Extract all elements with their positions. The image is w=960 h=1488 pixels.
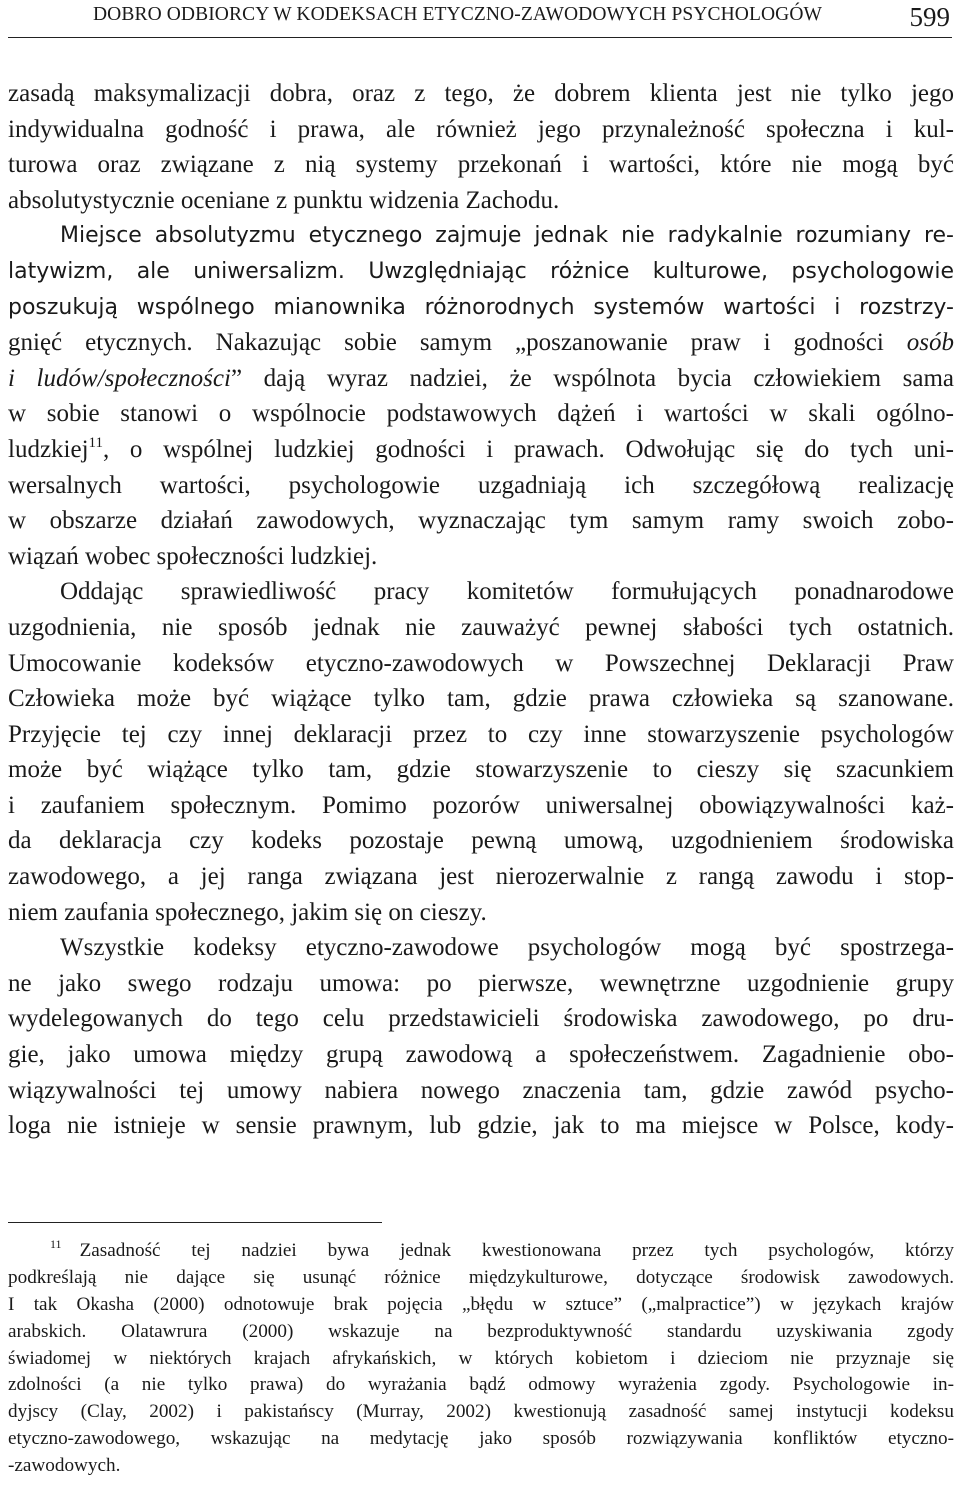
text-fragment: Nakazując sobie samym „poszanowanie praw i godności <box>192 329 907 357</box>
text-line: i zaufaniem społecznym. Pomimo pozorów uniwersalnej obowiązywalności każ- <box>8 791 954 819</box>
text-line: loga nie istnieje w sensie prawnym, lub gdzie, jak to ma miejsce w Polsce, kody- <box>8 1112 954 1140</box>
text-line: zasadą maksymalizacji dobra, oraz z tego, że dobrem klienta jest nie tylko jego <box>8 80 954 107</box>
text-line: poszukują wspólnego mianownika różnorodnych systemów wartości i rozstrzy- <box>8 294 954 320</box>
text-line: wydelegowanych do tego celu przedstawicieli środowiska zawodowego, po dru- <box>8 1005 954 1033</box>
text-line-mixed <box>8 432 954 468</box>
footnote-text: Zasadność tej nadziei bywa jednak kwestionowana przez tych psychologów, którzy <box>79 1240 954 1261</box>
text-line: Umocowanie kodeksów etyczno-zawodowych w Powszechnej Deklaracji Praw <box>8 649 954 677</box>
footnote-line: dyjscy (Clay, 2002) i pakistańscy (Murray, 2002) kwestionują zasadność samej instytucji kodeksu <box>8 1401 954 1423</box>
footnote-line: świadomej w niektórych krajach afrykańskich, w których kobietom i dzieciom nie przyznaje się <box>8 1347 954 1369</box>
footnote-line <box>8 1238 954 1265</box>
text-line: da deklaracja czy kodeks pozostaje pewną umową, uzgodnieniem środowiska <box>8 827 954 855</box>
text-line: wiązań wobec społeczności ludzkiej. <box>8 542 378 570</box>
footnote-line: podkreślają nie dające się usunąć różnice międzykulturowe, dotyczące środowisk zawodowych. <box>8 1266 954 1288</box>
text-line: w obszarze działań zawodowych, wyznaczając tym samym ramy swoich zobo- <box>8 507 954 535</box>
text-line: Oddając sprawiedliwość pracy komitetów formułujących ponadnarodowe <box>60 578 954 606</box>
text-line: wersalnych wartości, psychologowie uzgadniają ich szczegółową realizację <box>8 471 954 499</box>
text-line: niem zaufania społecznego, jakim się on cieszy. <box>8 898 487 926</box>
text-line: turowa oraz związane z nią systemy przekonań i wartości, które nie mogą być <box>8 151 954 179</box>
text-line: absolutystycznie oceniane z punktu widzenia Zachodu. <box>8 186 560 214</box>
text-fragment: ” dają wyraz nadziei, że wspólnota bycia człowiekiem sama <box>230 364 954 392</box>
footnote-line: arabskich. Olatawrura (2000) wskazuje na bezproduktywność standardu uzyskiwania zgody <box>8 1320 954 1342</box>
text-line-mixed <box>8 361 954 397</box>
text-line-mixed <box>8 325 954 361</box>
footnote-reference[interactable]: 11 <box>88 434 103 451</box>
text-fragment: ludzkiej <box>8 435 89 463</box>
page-number: 599 <box>909 2 950 32</box>
footnote-line: zdolności (a nie tylko prawa) do wyrażania bądź odmowy wyrażenia zgody. Psychologowie in- <box>8 1374 954 1396</box>
text-line: indywidualna godność i prawa, ale również jego przynależność społeczna i kul- <box>8 115 954 143</box>
text-line: gie, jako umowa między grupą zawodową a społeczeństwem. Zagadnienie obo- <box>8 1041 954 1069</box>
text-line: wiązywalności tej umowy nabiera nowego znaczenia tam, gdzie zawód psycho- <box>8 1076 954 1104</box>
footnote <box>8 1238 954 1480</box>
footnote-marker: 11 <box>50 1237 62 1251</box>
text-line: w sobie stanowi o wspólnocie podstawowych dążeń i wartości w skali ogólno- <box>8 400 954 428</box>
running-title: DOBRO ODBIORCY W KODEKSACH ETYCZNO-ZAWODOWYCH PSYCHOLOGÓW <box>93 4 823 25</box>
footnote-separator <box>8 1222 382 1223</box>
italic-fragment: osób <box>906 329 955 357</box>
footnote-line: etyczno-zawodowego, wskazując na medytację jako sposób rozwiązywania konfliktów etyczno- <box>8 1428 954 1450</box>
text-line: Przyjęcie tej czy innej deklaracji przez to czy inne stowarzyszenie psychologów <box>8 720 954 748</box>
footnote-line: I tak Okasha (2000) odnotowuje brak pojęcia „błędu w sztuce” („malpractice”) w językach krajów <box>8 1293 954 1315</box>
main-text <box>8 76 954 1144</box>
text-line: zawodowego, a jej ranga związana jest nierozerwalnie z rangą zawodu i stop- <box>8 863 954 891</box>
text-line: może być wiążące tylko tam, gdzie stowarzyszenie to cieszy się szacunkiem <box>8 756 954 784</box>
text-line: uzgodnienia, nie sposób jednak nie zauważyć pewnej słabości tych ostatnich. <box>8 613 954 641</box>
text-line: Wszystkie kodeksy etyczno-zawodowe psychologów mogą być spostrzega- <box>60 934 954 962</box>
footnote-line: -zawodowych. <box>8 1455 121 1477</box>
text-line: Człowieka może być wiążące tylko tam, gdzie prawa człowieka są szanowane. <box>8 685 954 713</box>
running-header <box>8 0 952 38</box>
italic-fragment: i ludów/społeczności <box>8 364 231 392</box>
text-fragment: , o wspólnej ludzkiej godności i prawach. Odwołując się do tych uni- <box>102 435 954 463</box>
text-line: latywizm, ale uniwersalizm. Uwzględniając różnice kulturowe, psychologowie <box>8 258 954 284</box>
text-line: ne jako swego rodzaju umowa: po pierwsze, wewnętrzne uzgodnienie grupy <box>8 969 954 997</box>
text-fragment: gnięć etycznych. <box>8 329 193 357</box>
text-line: Miejsce absolutyzmu etycznego zajmuje jednak nie radykalnie rozumiany re- <box>60 223 954 249</box>
